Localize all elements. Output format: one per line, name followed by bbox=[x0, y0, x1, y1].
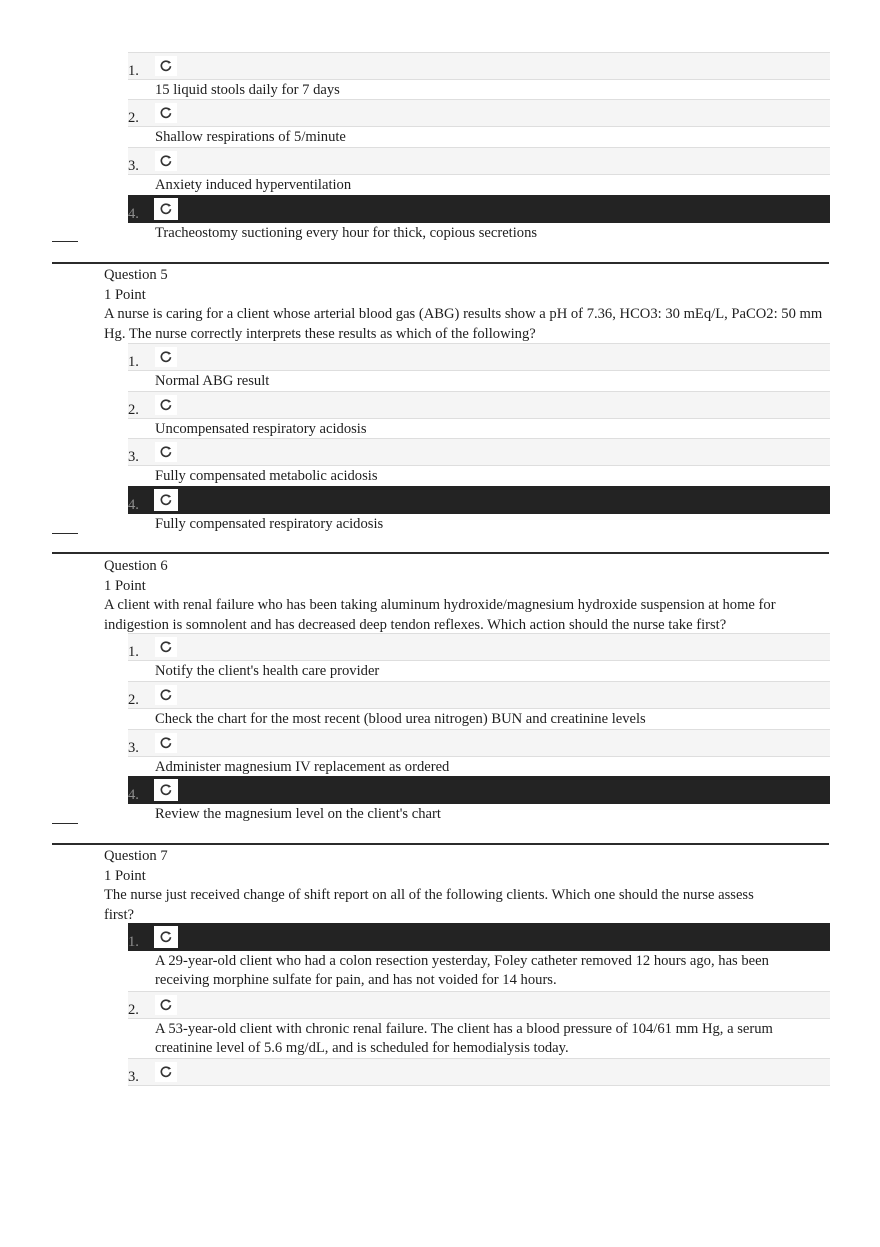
option-text: Administer magnesium IV replacement as ordered bbox=[155, 759, 450, 775]
q5-option-1[interactable] bbox=[128, 343, 830, 391]
radio-button[interactable] bbox=[155, 56, 177, 76]
q7-option-3-bar[interactable] bbox=[128, 1058, 830, 1086]
q4-option-1[interactable] bbox=[128, 52, 830, 100]
option-number: 4. bbox=[128, 206, 139, 222]
option-number: 1. bbox=[128, 63, 139, 79]
q7-option-2[interactable] bbox=[128, 991, 830, 1058]
question-points: 1 Point bbox=[104, 577, 146, 594]
radio-button[interactable] bbox=[155, 395, 177, 415]
option-text: Review the magnesium level on the client's chart bbox=[155, 806, 441, 822]
q4-option-3-bar[interactable] bbox=[128, 147, 830, 175]
radio-circle-icon bbox=[159, 445, 173, 459]
option-text: Fully compensated respiratory acidosis bbox=[155, 516, 384, 532]
option-text: 15 liquid stools daily for 7 days bbox=[155, 82, 340, 98]
q7-option-1[interactable] bbox=[128, 923, 830, 990]
q4-option-4[interactable] bbox=[128, 195, 830, 243]
radio-button[interactable] bbox=[155, 442, 177, 462]
radio-button[interactable] bbox=[155, 733, 177, 753]
option-number: 1. bbox=[128, 934, 139, 950]
radio-button[interactable] bbox=[154, 926, 178, 948]
radio-button[interactable] bbox=[155, 151, 177, 171]
option-text: Fully compensated metabolic acidosis bbox=[155, 468, 378, 484]
q5-option-2[interactable] bbox=[128, 391, 830, 439]
option-text: Uncompensated respiratory acidosis bbox=[155, 421, 367, 437]
radio-circle-icon bbox=[159, 783, 173, 797]
option-number: 2. bbox=[128, 402, 139, 418]
radio-button[interactable] bbox=[155, 637, 177, 657]
option-text: Check the chart for the most recent (blood urea nitrogen) BUN and creatinine levels bbox=[155, 711, 646, 727]
option-number: 4. bbox=[128, 497, 139, 513]
question-points: 1 Point bbox=[104, 286, 146, 303]
option-text: A 53-year-old client with chronic renal failure. The client has a blood pressure of 104/61 mm Hg, a serum creatinine level of 5.6 mg/dL, and is scheduled for hemodialysis today. bbox=[155, 1021, 773, 1056]
option-number: 3. bbox=[128, 740, 139, 756]
option-number: 3. bbox=[128, 449, 139, 465]
option-number: 3. bbox=[128, 158, 139, 174]
answer-marker bbox=[52, 241, 78, 242]
radio-circle-icon bbox=[159, 998, 173, 1012]
q4-option-1-bar[interactable] bbox=[128, 52, 830, 80]
answer-marker bbox=[52, 533, 78, 534]
q6-option-2[interactable] bbox=[128, 681, 830, 729]
q7-header bbox=[104, 847, 834, 925]
radio-button[interactable] bbox=[155, 995, 177, 1015]
radio-circle-icon bbox=[159, 154, 173, 168]
q6-option-2-bar[interactable] bbox=[128, 681, 830, 709]
option-text: Normal ABG result bbox=[155, 373, 270, 389]
q6-option-1-bar[interactable] bbox=[128, 633, 830, 661]
radio-button[interactable] bbox=[155, 1062, 177, 1082]
option-number: 2. bbox=[128, 110, 139, 126]
question-title: Question 6 bbox=[104, 558, 168, 574]
question-title: Question 5 bbox=[104, 267, 168, 283]
option-number: 4. bbox=[128, 787, 139, 803]
radio-button[interactable] bbox=[155, 685, 177, 705]
option-number: 2. bbox=[128, 692, 139, 708]
q5-option-4[interactable] bbox=[128, 486, 830, 534]
radio-circle-icon bbox=[159, 688, 173, 702]
q4-option-2-bar[interactable] bbox=[128, 99, 830, 127]
answer-marker bbox=[52, 823, 78, 824]
q5-option-2-bar[interactable] bbox=[128, 391, 830, 419]
option-text: Shallow respirations of 5/minute bbox=[155, 129, 346, 145]
radio-button[interactable] bbox=[155, 347, 177, 367]
q7-option-3[interactable] bbox=[128, 1058, 830, 1086]
q7-option-2-bar[interactable] bbox=[128, 991, 830, 1019]
q5-header bbox=[104, 266, 834, 344]
option-text: Anxiety induced hyperventilation bbox=[155, 177, 352, 193]
option-text: Notify the client's health care provider bbox=[155, 663, 380, 679]
radio-circle-icon bbox=[159, 640, 173, 654]
radio-circle-icon bbox=[159, 350, 173, 364]
radio-circle-icon bbox=[159, 493, 173, 507]
radio-button[interactable] bbox=[154, 198, 178, 220]
radio-circle-icon bbox=[159, 930, 173, 944]
q7-option-1-bar-selected[interactable] bbox=[128, 923, 830, 951]
question-prompt: A nurse is caring for a client whose arterial blood gas (ABG) results show a pH of 7.36, HCO3: 30 mEq/L, PaCO2: 50 mm Hg. The nurse correctly interprets these results as which of the following? bbox=[104, 306, 823, 342]
option-number: 2. bbox=[128, 1002, 139, 1018]
q5-option-3-bar[interactable] bbox=[128, 438, 830, 466]
option-text: Tracheostomy suctioning every hour for thick, copious secretions bbox=[155, 225, 538, 241]
radio-circle-icon bbox=[159, 1065, 173, 1079]
radio-button[interactable] bbox=[154, 779, 178, 801]
radio-circle-icon bbox=[159, 59, 173, 73]
radio-button[interactable] bbox=[154, 489, 178, 511]
option-number: 1. bbox=[128, 644, 139, 660]
q6-option-4-bar-selected[interactable] bbox=[128, 776, 830, 804]
question-prompt: A client with renal failure who has been taking aluminum hydroxide/magnesium hydroxide suspension at home for indigestion is somnolent and has decreased deep tendon reflexes. Which action should the nurse take first? bbox=[104, 597, 776, 633]
question-divider bbox=[52, 843, 829, 845]
q6-option-3-bar[interactable] bbox=[128, 729, 830, 757]
q4-option-2[interactable] bbox=[128, 99, 830, 147]
q6-option-4[interactable] bbox=[128, 776, 830, 824]
option-text: A 29-year-old client who had a colon resection yesterday, Foley catheter removed 12 hours ago, has been receiving morphine sulfate for pain, and has not voided for 14 hours. bbox=[155, 953, 769, 988]
radio-circle-icon bbox=[159, 398, 173, 412]
radio-button[interactable] bbox=[155, 103, 177, 123]
radio-circle-icon bbox=[159, 736, 173, 750]
question-prompt: The nurse just received change of shift report on all of the following clients. Which one should the nurse assess first? bbox=[104, 887, 754, 923]
q4-option-4-bar-selected[interactable] bbox=[128, 195, 830, 223]
q6-option-3[interactable] bbox=[128, 729, 830, 777]
q5-option-4-bar-selected[interactable] bbox=[128, 486, 830, 514]
q6-header bbox=[104, 557, 834, 635]
radio-circle-icon bbox=[159, 202, 173, 216]
question-title: Question 7 bbox=[104, 848, 168, 864]
option-number: 1. bbox=[128, 354, 139, 370]
question-divider bbox=[52, 262, 829, 264]
q6-option-1[interactable] bbox=[128, 633, 830, 681]
q4-option-3[interactable] bbox=[128, 147, 830, 195]
question-points: 1 Point bbox=[104, 867, 146, 884]
question-divider bbox=[52, 552, 829, 554]
q5-option-1-bar[interactable] bbox=[128, 343, 830, 371]
q5-option-3[interactable] bbox=[128, 438, 830, 486]
radio-circle-icon bbox=[159, 106, 173, 120]
option-number: 3. bbox=[128, 1069, 139, 1085]
